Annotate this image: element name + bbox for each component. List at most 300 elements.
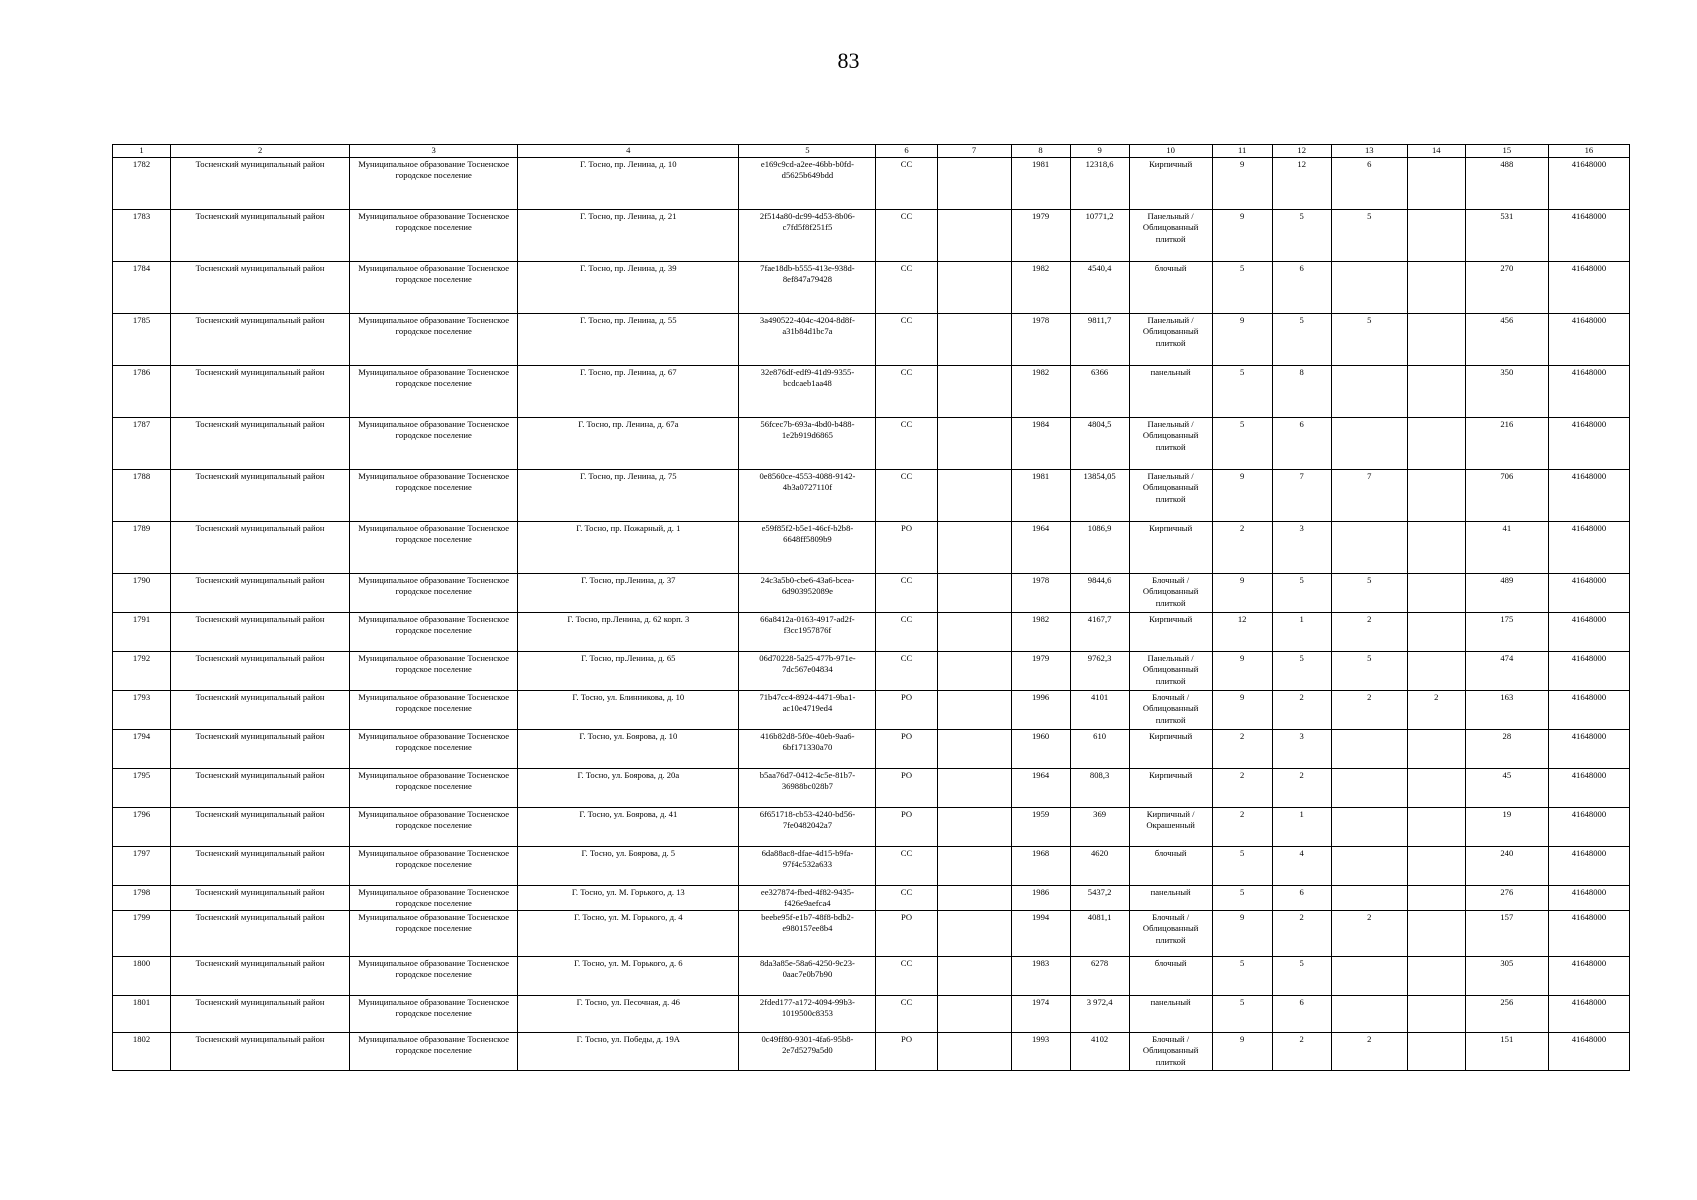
header-cell: 14 <box>1407 145 1465 158</box>
table-row <box>113 158 1630 210</box>
district-cell: Тосненский муниципальный район <box>171 886 350 911</box>
residents-cell: 216 <box>1465 418 1548 470</box>
floors-cell: 9 <box>1212 470 1272 522</box>
address-cell: Г. Тосно, пр.Ленина, д. 37 <box>518 574 739 613</box>
year-built-cell: 1974 <box>1011 995 1070 1032</box>
elevators-cell <box>1331 995 1407 1032</box>
oktmo-code-cell: 41648000 <box>1548 314 1629 366</box>
residents-cell: 240 <box>1465 847 1548 886</box>
header-cell: 13 <box>1331 145 1407 158</box>
row-number-cell: 1787 <box>113 418 171 470</box>
ownership-type-cell: СС <box>876 652 937 691</box>
elevators-cell: 5 <box>1331 210 1407 262</box>
row-number-cell: 1789 <box>113 522 171 574</box>
col-7-cell <box>937 730 1011 769</box>
district-cell: Тосненский муниципальный район <box>171 808 350 847</box>
row-number-cell: 1795 <box>113 769 171 808</box>
oktmo-code-cell: 41648000 <box>1548 691 1629 730</box>
floors-cell: 5 <box>1212 366 1272 418</box>
ownership-type-cell: СС <box>876 210 937 262</box>
header-cell: 11 <box>1212 145 1272 158</box>
house-guid-cell: ee327874-fbed-4f82-9435-f426e9aefca4 <box>739 886 876 911</box>
wall-material-cell: Блочный / Облицованный плиткой <box>1129 1032 1212 1070</box>
year-built-cell: 1982 <box>1011 613 1070 652</box>
header-cell: 5 <box>739 145 876 158</box>
header-cell: 3 <box>350 145 518 158</box>
entrances-cell: 6 <box>1272 418 1331 470</box>
municipality-cell: Муниципальное образование Тосненское городское поселение <box>350 574 518 613</box>
residents-cell: 706 <box>1465 470 1548 522</box>
col-14-cell <box>1407 652 1465 691</box>
col-14-cell <box>1407 522 1465 574</box>
table-row <box>113 1032 1630 1070</box>
col-7-cell <box>937 262 1011 314</box>
year-built-cell: 1978 <box>1011 314 1070 366</box>
col-14-cell <box>1407 366 1465 418</box>
col-7-cell <box>937 366 1011 418</box>
address-cell: Г. Тосно, ул. Блинникова, д. 10 <box>518 691 739 730</box>
municipality-cell: Муниципальное образование Тосненское городское поселение <box>350 769 518 808</box>
col-7-cell <box>937 691 1011 730</box>
floors-cell: 5 <box>1212 847 1272 886</box>
table-row <box>113 956 1630 995</box>
table-row <box>113 691 1630 730</box>
entrances-cell: 6 <box>1272 995 1331 1032</box>
year-built-cell: 1968 <box>1011 847 1070 886</box>
header-cell: 4 <box>518 145 739 158</box>
floors-cell: 9 <box>1212 1032 1272 1070</box>
year-built-cell: 1979 <box>1011 652 1070 691</box>
row-number-cell: 1793 <box>113 691 171 730</box>
area-cell: 4804,5 <box>1070 418 1129 470</box>
ownership-type-cell: СС <box>876 158 937 210</box>
col-7-cell <box>937 995 1011 1032</box>
entrances-cell: 5 <box>1272 574 1331 613</box>
table-row <box>113 613 1630 652</box>
ownership-type-cell: РО <box>876 808 937 847</box>
oktmo-code-cell: 41648000 <box>1548 613 1629 652</box>
floors-cell: 5 <box>1212 995 1272 1032</box>
address-cell: Г. Тосно, ул. Боярова, д. 20а <box>518 769 739 808</box>
elevators-cell: 5 <box>1331 314 1407 366</box>
row-number-cell: 1782 <box>113 158 171 210</box>
row-number-cell: 1802 <box>113 1032 171 1070</box>
table-row <box>113 995 1630 1032</box>
oktmo-code-cell: 41648000 <box>1548 1032 1629 1070</box>
address-cell: Г. Тосно, пр. Ленина, д. 55 <box>518 314 739 366</box>
entrances-cell: 2 <box>1272 1032 1331 1070</box>
residents-cell: 41 <box>1465 522 1548 574</box>
header-cell: 8 <box>1011 145 1070 158</box>
row-number-cell: 1784 <box>113 262 171 314</box>
residents-cell: 28 <box>1465 730 1548 769</box>
floors-cell: 5 <box>1212 262 1272 314</box>
header-cell: 15 <box>1465 145 1548 158</box>
entrances-cell: 5 <box>1272 652 1331 691</box>
oktmo-code-cell: 41648000 <box>1548 886 1629 911</box>
table-row <box>113 652 1630 691</box>
elevators-cell <box>1331 847 1407 886</box>
year-built-cell: 1986 <box>1011 886 1070 911</box>
table-row <box>113 910 1630 956</box>
header-cell: 16 <box>1548 145 1629 158</box>
entrances-cell: 8 <box>1272 366 1331 418</box>
address-cell: Г. Тосно, пр. Ленина, д. 39 <box>518 262 739 314</box>
district-cell: Тосненский муниципальный район <box>171 366 350 418</box>
year-built-cell: 1964 <box>1011 522 1070 574</box>
oktmo-code-cell: 41648000 <box>1548 808 1629 847</box>
col-7-cell <box>937 574 1011 613</box>
address-cell: Г. Тосно, ул. М. Горького, д. 4 <box>518 910 739 956</box>
elevators-cell: 7 <box>1331 470 1407 522</box>
residents-cell: 256 <box>1465 995 1548 1032</box>
municipality-cell: Муниципальное образование Тосненское городское поселение <box>350 418 518 470</box>
residents-cell: 45 <box>1465 769 1548 808</box>
municipality-cell: Муниципальное образование Тосненское городское поселение <box>350 847 518 886</box>
oktmo-code-cell: 41648000 <box>1548 158 1629 210</box>
col-14-cell: 2 <box>1407 691 1465 730</box>
header-cell: 1 <box>113 145 171 158</box>
municipality-cell: Муниципальное образование Тосненское городское поселение <box>350 210 518 262</box>
district-cell: Тосненский муниципальный район <box>171 730 350 769</box>
row-number-cell: 1788 <box>113 470 171 522</box>
table-row <box>113 470 1630 522</box>
house-guid-cell: 2fded177-a172-4094-99b3-1019500c8353 <box>739 995 876 1032</box>
elevators-cell: 5 <box>1331 652 1407 691</box>
municipality-cell: Муниципальное образование Тосненское городское поселение <box>350 470 518 522</box>
district-cell: Тосненский муниципальный район <box>171 574 350 613</box>
entrances-cell: 2 <box>1272 691 1331 730</box>
municipality-cell: Муниципальное образование Тосненское городское поселение <box>350 262 518 314</box>
entrances-cell: 12 <box>1272 158 1331 210</box>
col-7-cell <box>937 910 1011 956</box>
year-built-cell: 1964 <box>1011 769 1070 808</box>
area-cell: 6278 <box>1070 956 1129 995</box>
house-guid-cell: 66a8412a-0163-4917-ad2f-f3cc1957876f <box>739 613 876 652</box>
ownership-type-cell: СС <box>876 366 937 418</box>
header-cell: 9 <box>1070 145 1129 158</box>
floors-cell: 9 <box>1212 691 1272 730</box>
municipality-cell: Муниципальное образование Тосненское городское поселение <box>350 314 518 366</box>
ownership-type-cell: СС <box>876 262 937 314</box>
municipality-cell: Муниципальное образование Тосненское городское поселение <box>350 522 518 574</box>
address-cell: Г. Тосно, пр.Ленина, д. 65 <box>518 652 739 691</box>
year-built-cell: 1994 <box>1011 910 1070 956</box>
area-cell: 4101 <box>1070 691 1129 730</box>
house-guid-cell: 56fcec7b-693a-4bd0-b488-1e2b919d6865 <box>739 418 876 470</box>
area-cell: 4102 <box>1070 1032 1129 1070</box>
ownership-type-cell: СС <box>876 470 937 522</box>
district-cell: Тосненский муниципальный район <box>171 158 350 210</box>
elevators-cell <box>1331 418 1407 470</box>
district-cell: Тосненский муниципальный район <box>171 522 350 574</box>
elevators-cell: 2 <box>1331 1032 1407 1070</box>
house-guid-cell: 0e8560ce-4553-4088-9142-4b3a0727110f <box>739 470 876 522</box>
wall-material-cell: панельный <box>1129 995 1212 1032</box>
header-cell: 10 <box>1129 145 1212 158</box>
area-cell: 12318,6 <box>1070 158 1129 210</box>
district-cell: Тосненский муниципальный район <box>171 910 350 956</box>
municipality-cell: Муниципальное образование Тосненское городское поселение <box>350 366 518 418</box>
wall-material-cell: Кирпичный <box>1129 730 1212 769</box>
row-number-cell: 1796 <box>113 808 171 847</box>
row-number-cell: 1791 <box>113 613 171 652</box>
col-14-cell <box>1407 886 1465 911</box>
elevators-cell <box>1331 808 1407 847</box>
wall-material-cell: Кирпичный / Окрашенный <box>1129 808 1212 847</box>
entrances-cell: 4 <box>1272 847 1331 886</box>
floors-cell: 9 <box>1212 910 1272 956</box>
wall-material-cell: Панельный / Облицованный плиткой <box>1129 652 1212 691</box>
ownership-type-cell: РО <box>876 1032 937 1070</box>
area-cell: 13854,05 <box>1070 470 1129 522</box>
elevators-cell <box>1331 956 1407 995</box>
address-cell: Г. Тосно, ул. Боярова, д. 41 <box>518 808 739 847</box>
row-number-cell: 1783 <box>113 210 171 262</box>
wall-material-cell: Блочный / Облицованный плиткой <box>1129 574 1212 613</box>
row-number-cell: 1797 <box>113 847 171 886</box>
district-cell: Тосненский муниципальный район <box>171 418 350 470</box>
address-cell: Г. Тосно, ул. М. Горького, д. 6 <box>518 956 739 995</box>
district-cell: Тосненский муниципальный район <box>171 769 350 808</box>
area-cell: 369 <box>1070 808 1129 847</box>
year-built-cell: 1960 <box>1011 730 1070 769</box>
residents-cell: 276 <box>1465 886 1548 911</box>
col-14-cell <box>1407 470 1465 522</box>
year-built-cell: 1978 <box>1011 574 1070 613</box>
col-7-cell <box>937 613 1011 652</box>
header-cell: 12 <box>1272 145 1331 158</box>
page-number: 83 <box>837 48 860 73</box>
floors-cell: 9 <box>1212 158 1272 210</box>
residents-cell: 270 <box>1465 262 1548 314</box>
col-7-cell <box>937 314 1011 366</box>
address-cell: Г. Тосно, ул. М. Горького, д. 13 <box>518 886 739 911</box>
area-cell: 4081,1 <box>1070 910 1129 956</box>
wall-material-cell: панельный <box>1129 886 1212 911</box>
area-cell: 5437,2 <box>1070 886 1129 911</box>
district-cell: Тосненский муниципальный район <box>171 691 350 730</box>
floors-cell: 2 <box>1212 730 1272 769</box>
address-cell: Г. Тосно, ул. Боярова, д. 5 <box>518 847 739 886</box>
year-built-cell: 1981 <box>1011 470 1070 522</box>
year-built-cell: 1959 <box>1011 808 1070 847</box>
wall-material-cell: блочный <box>1129 262 1212 314</box>
ownership-type-cell: РО <box>876 691 937 730</box>
house-guid-cell: beebe95f-e1b7-48f8-bdb2-e980157ee8b4 <box>739 910 876 956</box>
elevators-cell: 6 <box>1331 158 1407 210</box>
residents-cell: 175 <box>1465 613 1548 652</box>
oktmo-code-cell: 41648000 <box>1548 956 1629 995</box>
entrances-cell: 1 <box>1272 808 1331 847</box>
house-guid-cell: 6da88ac8-dfae-4d15-b9fa-97f4c532a633 <box>739 847 876 886</box>
table-row <box>113 574 1630 613</box>
ownership-type-cell: СС <box>876 886 937 911</box>
wall-material-cell: Кирпичный <box>1129 158 1212 210</box>
oktmo-code-cell: 41648000 <box>1548 210 1629 262</box>
col-7-cell <box>937 652 1011 691</box>
elevators-cell <box>1331 522 1407 574</box>
floors-cell: 5 <box>1212 886 1272 911</box>
house-guid-cell: 8da3a85e-58a6-4250-9c23-0aac7e0b7b90 <box>739 956 876 995</box>
house-guid-cell: 24c3a5b0-cbe6-43a6-bcea-6d903952089e <box>739 574 876 613</box>
entrances-cell: 7 <box>1272 470 1331 522</box>
municipality-cell: Муниципальное образование Тосненское городское поселение <box>350 691 518 730</box>
floors-cell: 2 <box>1212 769 1272 808</box>
area-cell: 9811,7 <box>1070 314 1129 366</box>
table-row <box>113 314 1630 366</box>
table-row <box>113 769 1630 808</box>
header-row <box>113 145 1630 158</box>
municipality-cell: Муниципальное образование Тосненское городское поселение <box>350 995 518 1032</box>
oktmo-code-cell: 41648000 <box>1548 470 1629 522</box>
table-row <box>113 522 1630 574</box>
address-cell: Г. Тосно, пр. Ленина, д. 21 <box>518 210 739 262</box>
ownership-type-cell: РО <box>876 522 937 574</box>
col-7-cell <box>937 470 1011 522</box>
municipality-cell: Муниципальное образование Тосненское городское поселение <box>350 956 518 995</box>
col-14-cell <box>1407 158 1465 210</box>
area-cell: 4620 <box>1070 847 1129 886</box>
year-built-cell: 1979 <box>1011 210 1070 262</box>
residents-cell: 19 <box>1465 808 1548 847</box>
row-number-cell: 1785 <box>113 314 171 366</box>
residents-cell: 456 <box>1465 314 1548 366</box>
row-number-cell: 1801 <box>113 995 171 1032</box>
ownership-type-cell: РО <box>876 769 937 808</box>
residents-cell: 474 <box>1465 652 1548 691</box>
house-guid-cell: 2f514a80-dc99-4d53-8b06-c7fd5f8f251f5 <box>739 210 876 262</box>
wall-material-cell: Панельный / Облицованный плиткой <box>1129 418 1212 470</box>
entrances-cell: 2 <box>1272 910 1331 956</box>
municipality-cell: Муниципальное образование Тосненское городское поселение <box>350 1032 518 1070</box>
elevators-cell: 2 <box>1331 910 1407 956</box>
area-cell: 808,3 <box>1070 769 1129 808</box>
year-built-cell: 1983 <box>1011 956 1070 995</box>
floors-cell: 2 <box>1212 808 1272 847</box>
district-cell: Тосненский муниципальный район <box>171 613 350 652</box>
house-guid-cell: 6f651718-cb53-4240-bd56-7fe0482042a7 <box>739 808 876 847</box>
entrances-cell: 3 <box>1272 522 1331 574</box>
col-7-cell <box>937 158 1011 210</box>
address-cell: Г. Тосно, пр. Ленина, д. 75 <box>518 470 739 522</box>
floors-cell: 5 <box>1212 956 1272 995</box>
floors-cell: 9 <box>1212 574 1272 613</box>
house-guid-cell: 32e876df-edf9-41d9-9355-bcdcaeb1aa48 <box>739 366 876 418</box>
house-guid-cell: e59f85f2-b5e1-46cf-b2b8-6648ff5809b9 <box>739 522 876 574</box>
col-14-cell <box>1407 1032 1465 1070</box>
ownership-type-cell: СС <box>876 314 937 366</box>
table-row <box>113 808 1630 847</box>
table-row <box>113 366 1630 418</box>
wall-material-cell: Кирпичный <box>1129 613 1212 652</box>
area-cell: 4167,7 <box>1070 613 1129 652</box>
elevators-cell <box>1331 886 1407 911</box>
elevators-cell <box>1331 769 1407 808</box>
ownership-type-cell: РО <box>876 910 937 956</box>
district-cell: Тосненский муниципальный район <box>171 956 350 995</box>
wall-material-cell: Блочный / Облицованный плиткой <box>1129 691 1212 730</box>
address-cell: Г. Тосно, ул. Боярова, д. 10 <box>518 730 739 769</box>
entrances-cell: 2 <box>1272 769 1331 808</box>
residents-cell: 157 <box>1465 910 1548 956</box>
col-14-cell <box>1407 808 1465 847</box>
year-built-cell: 1996 <box>1011 691 1070 730</box>
entrances-cell: 5 <box>1272 210 1331 262</box>
residents-cell: 489 <box>1465 574 1548 613</box>
col-7-cell <box>937 418 1011 470</box>
table-row <box>113 262 1630 314</box>
ownership-type-cell: СС <box>876 574 937 613</box>
elevators-cell <box>1331 366 1407 418</box>
row-number-cell: 1792 <box>113 652 171 691</box>
floors-cell: 9 <box>1212 210 1272 262</box>
house-guid-cell: e169c9cd-a2ee-46bb-b0fd-d5625b649bdd <box>739 158 876 210</box>
table-row <box>113 886 1630 911</box>
col-14-cell <box>1407 314 1465 366</box>
area-cell: 4540,4 <box>1070 262 1129 314</box>
residents-cell: 151 <box>1465 1032 1548 1070</box>
header-cell: 6 <box>876 145 937 158</box>
house-guid-cell: 7fae18db-b555-413e-938d-8ef847a79428 <box>739 262 876 314</box>
municipality-cell: Муниципальное образование Тосненское городское поселение <box>350 910 518 956</box>
table-row <box>113 730 1630 769</box>
house-guid-cell: 3a490522-404c-4204-8d8f-a31b84d1bc7a <box>739 314 876 366</box>
oktmo-code-cell: 41648000 <box>1548 262 1629 314</box>
elevators-cell: 5 <box>1331 574 1407 613</box>
floors-cell: 9 <box>1212 314 1272 366</box>
house-guid-cell: 06d70228-5a25-477b-971e-7dc567e04834 <box>739 652 876 691</box>
col-7-cell <box>937 847 1011 886</box>
year-built-cell: 1981 <box>1011 158 1070 210</box>
col-7-cell <box>937 808 1011 847</box>
district-cell: Тосненский муниципальный район <box>171 995 350 1032</box>
wall-material-cell: Кирпичный <box>1129 522 1212 574</box>
district-cell: Тосненский муниципальный район <box>171 314 350 366</box>
area-cell: 10771,2 <box>1070 210 1129 262</box>
wall-material-cell: блочный <box>1129 956 1212 995</box>
ownership-type-cell: СС <box>876 418 937 470</box>
year-built-cell: 1982 <box>1011 262 1070 314</box>
col-7-cell <box>937 769 1011 808</box>
oktmo-code-cell: 41648000 <box>1548 847 1629 886</box>
residents-cell: 163 <box>1465 691 1548 730</box>
ownership-type-cell: РО <box>876 730 937 769</box>
municipality-cell: Муниципальное образование Тосненское городское поселение <box>350 158 518 210</box>
header-cell: 2 <box>171 145 350 158</box>
year-built-cell: 1993 <box>1011 1032 1070 1070</box>
entrances-cell: 5 <box>1272 956 1331 995</box>
wall-material-cell: Кирпичный <box>1129 769 1212 808</box>
row-number-cell: 1790 <box>113 574 171 613</box>
ownership-type-cell: СС <box>876 847 937 886</box>
wall-material-cell: Панельный / Облицованный плиткой <box>1129 470 1212 522</box>
entrances-cell: 6 <box>1272 262 1331 314</box>
col-14-cell <box>1407 995 1465 1032</box>
oktmo-code-cell: 41648000 <box>1548 995 1629 1032</box>
municipality-cell: Муниципальное образование Тосненское городское поселение <box>350 886 518 911</box>
area-cell: 9844,6 <box>1070 574 1129 613</box>
ownership-type-cell: СС <box>876 613 937 652</box>
residents-cell: 531 <box>1465 210 1548 262</box>
municipality-cell: Муниципальное образование Тосненское городское поселение <box>350 652 518 691</box>
area-cell: 9762,3 <box>1070 652 1129 691</box>
row-number-cell: 1799 <box>113 910 171 956</box>
col-7-cell <box>937 522 1011 574</box>
area-cell: 1086,9 <box>1070 522 1129 574</box>
address-cell: Г. Тосно, ул. Победы, д. 19А <box>518 1032 739 1070</box>
col-14-cell <box>1407 956 1465 995</box>
